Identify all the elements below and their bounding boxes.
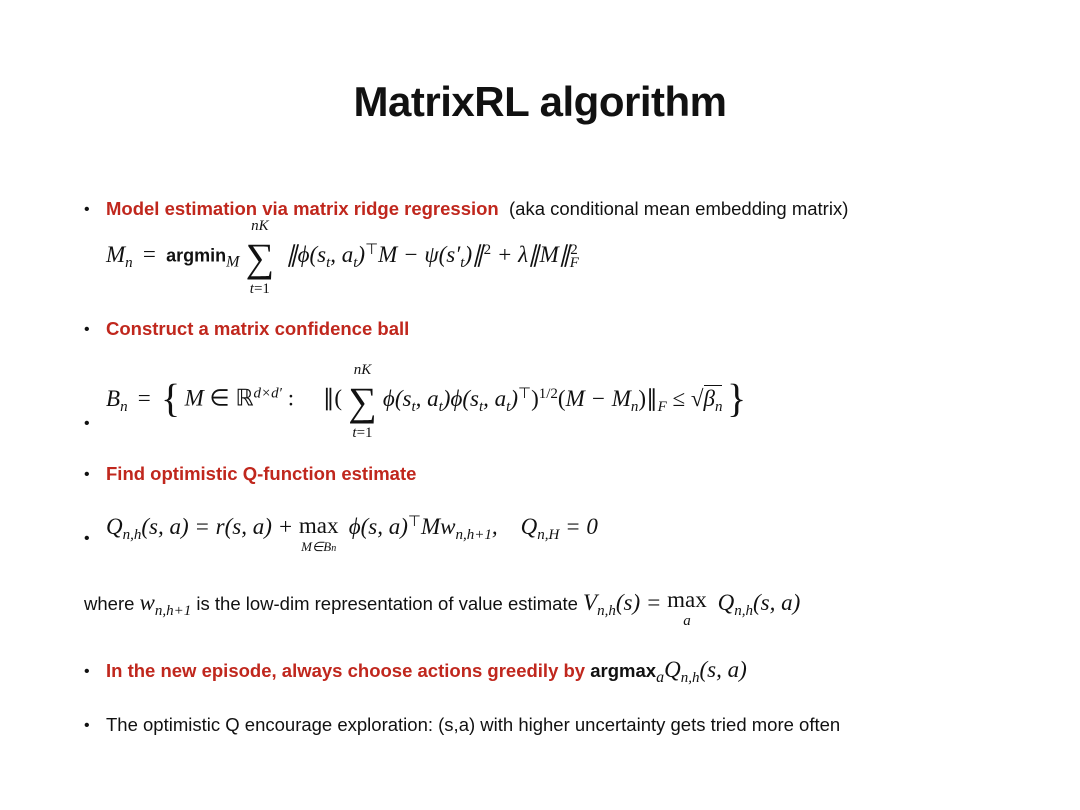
bullet-greedy-actions: • In the new episode, always choose actions greedily by argmaxaQ$_{n,h}$(s, a): [84, 657, 747, 686]
bullet-model-estimation: [84, 198, 848, 220]
bullet-glyph: •: [84, 530, 90, 548]
bullet-exploration: [84, 714, 840, 736]
bullet-glyph: •: [84, 201, 90, 219]
bullet-red-text: Construct a matrix confidence ball: [106, 318, 410, 339]
bullet-glyph: •: [84, 321, 90, 339]
bullet-plain-text: The optimistic Q encourage exploration: (s,a) with higher uncertainty gets tried more often: [106, 714, 841, 735]
equation-confidence-ball: $B_n$ = { M ∈ ℝd×d′ : ∥( nK ∑ t=1 $\phi(s_t$, $a_t)\phi(s_t$, $a_t)^⊤)^{1/2}(M$ − $M_n)\parallel_F \le √\beta_n$ }: [106, 362, 747, 441]
bullet-optimistic-q: [84, 463, 416, 485]
bullet-glyph: •: [84, 415, 90, 433]
equation-ridge-regression: $M_n = argminM$ nK ∑ t=1 $\parallel\phi(s_t$, $a_t)^⊤M$ − $\psi(s'_t)\parallel^2$ + λ∥M∥$^2_F$: [106, 218, 579, 297]
bullet-red-text: Find optimistic Q-function estimate: [106, 463, 417, 484]
bullet-glyph: •: [84, 717, 90, 735]
bullet-glyph-eq2: [84, 412, 106, 434]
bullet-glyph: •: [84, 466, 90, 484]
bullet-glyph-eq3: [84, 527, 106, 549]
slide-title: MatrixRL algorithm: [353, 78, 727, 125]
bullet-red-text: Model estimation via matrix ridge regression: [106, 198, 499, 219]
bullet-plain-text: (aka conditional mean embedding matrix): [509, 198, 849, 219]
argmax-label: argmax: [590, 660, 657, 681]
where-pre-text: where: [84, 593, 135, 614]
bullet-glyph: •: [84, 663, 90, 681]
where-line: where $w_{n,h+1}$ is the low-dim representation of value estimate $V_{n,h}(s)$ = max a $Q_{n,h}(s$, a): [84, 587, 801, 629]
bullet-confidence-ball: [84, 318, 409, 340]
argmin-label: argmin: [166, 245, 227, 266]
equation-q-function: $Q_{n,h}(s$, a) = r(s, a) + max M∈Bn ϕ(s, $a)^⊤Mw_{n,h+1}$, $Q_{n,H} = 0$: [106, 513, 598, 554]
bullet-red-text: In the new episode, always choose actions greedily by: [106, 660, 586, 681]
where-mid-text: is the low-dim representation of value estimate: [196, 593, 578, 614]
